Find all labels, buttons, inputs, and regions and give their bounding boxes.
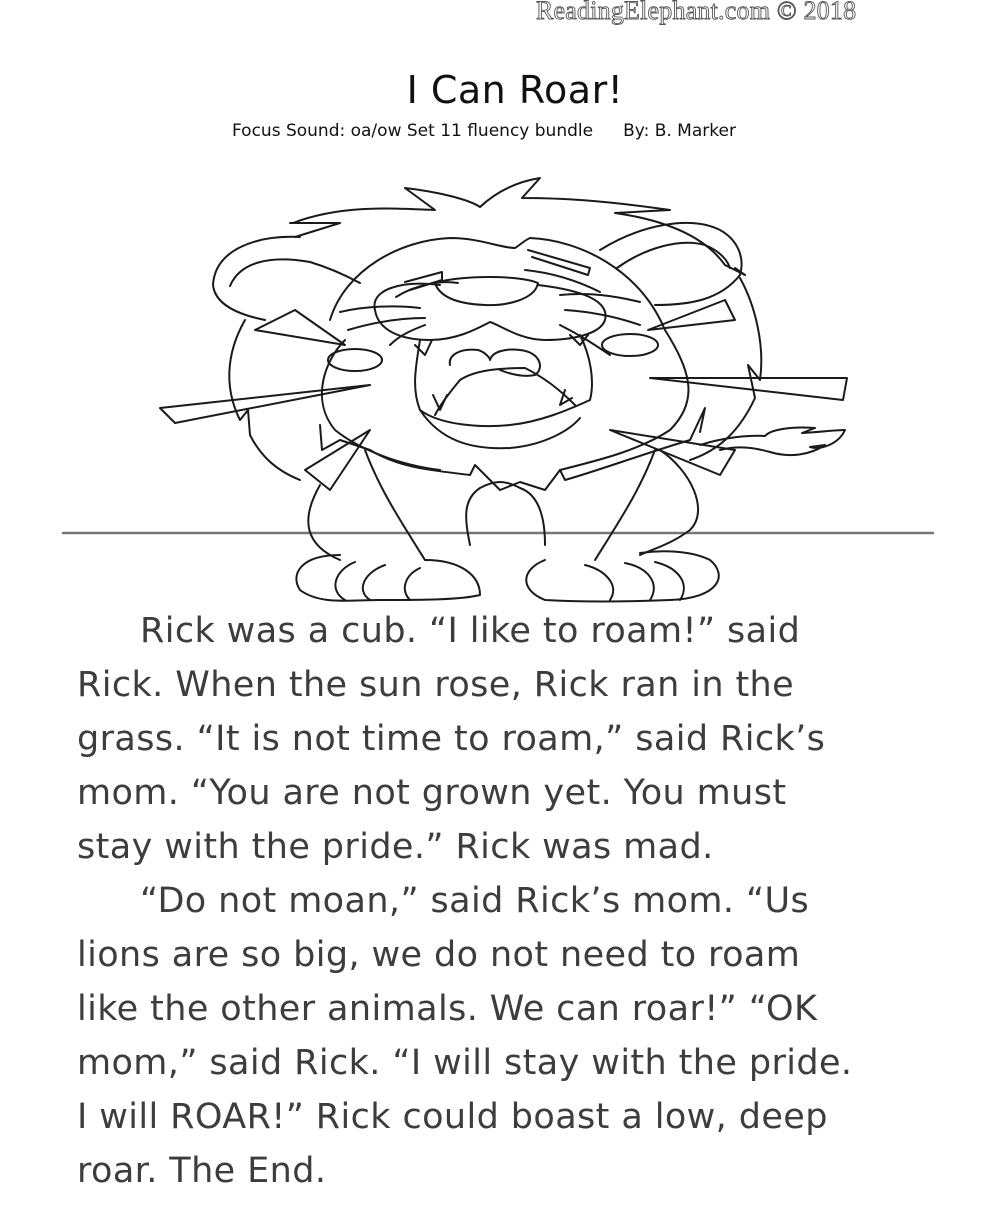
story-line: Rick. When the sun rose, Rick ran in the [77,665,795,705]
focus-sound-label: Focus Sound: oa/ow Set 11 fluency bundle [232,121,594,141]
left-long-whisker [160,385,370,423]
right-long-whisker [650,378,847,400]
body [308,485,340,560]
story-line: mom,” said Rick. “I will stay with the pride. [77,1043,853,1083]
page-title: I Can Roar! [406,68,624,112]
story-line: grass. “It is not time to roam,” said Rick’s [77,719,826,759]
whiskers [340,294,640,355]
right-paws [526,551,719,601]
left-cheek [328,349,382,371]
mouth [415,335,592,426]
story-line: “Do not moan,” said Rick’s mom. “Us [140,881,810,921]
story-line: Rick was a cub. “I like to roam!” said [140,611,801,651]
right-cheek [602,334,658,356]
chest-spike-right [610,430,735,475]
story-text [77,604,957,1198]
story-line: stay with the pride.” Rick was mad. [77,827,714,867]
tail [700,427,845,455]
story-line: like the other animals. We can roar!” “OK [77,989,818,1029]
story-line: roar. The End. [77,1151,327,1191]
story-line: I will ROAR!” Rick could boast a low, deep [77,1097,828,1137]
right-ear [600,223,742,275]
left-ear [213,237,300,320]
author-label: By: B. Marker [623,121,736,141]
story-line: lions are so big, we do not need to roam [77,935,801,975]
story-line: mom. “You are not grown yet. You must [77,773,787,813]
chest-center [466,482,545,545]
copyright-notice: ReadingElephant.com © 2018 [536,0,857,25]
left-paws [296,555,480,601]
mane-top-outline [293,178,745,275]
head-outline [330,238,689,470]
